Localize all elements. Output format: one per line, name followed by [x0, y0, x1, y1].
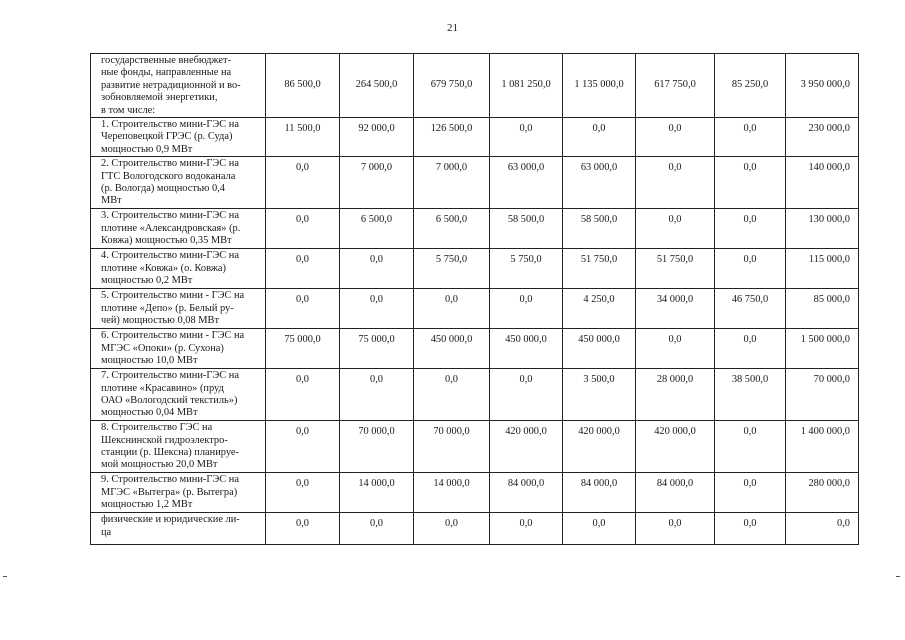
right-edge-mark	[896, 576, 900, 577]
value-cell: 420 000,0	[636, 421, 715, 473]
value-cell: 0,0	[636, 329, 715, 369]
row-label	[91, 249, 266, 289]
value-cell: 0,0	[266, 473, 340, 513]
value-cell: 0,0	[414, 513, 490, 545]
table-row	[91, 118, 859, 157]
row-label-line: мощностью 0,2 МВт	[101, 275, 193, 287]
value-cell: 58 500,0	[563, 209, 636, 249]
value-cell: 264 500,0	[340, 54, 414, 118]
value-cell: 46 750,0	[715, 289, 786, 329]
row-label-line: 1. Строительство мини-ГЭС на	[101, 119, 239, 131]
value-cell: 0,0	[266, 289, 340, 329]
value-cell: 0,0	[636, 513, 715, 545]
row-label-line: (р. Вологда) мощностью 0,4	[101, 183, 225, 195]
table-row	[91, 473, 859, 513]
value-cell: 617 750,0	[636, 54, 715, 118]
value-cell: 14 000,0	[340, 473, 414, 513]
value-cell: 7 000,0	[340, 157, 414, 209]
value-cell: 0,0	[490, 513, 563, 545]
value-cell: 4 250,0	[563, 289, 636, 329]
row-label	[91, 209, 266, 249]
value-cell: 70 000,0	[340, 421, 414, 473]
row-label-line: МГЭС «Вытегра» (р. Вытегра)	[101, 486, 238, 498]
row-total-cell: 0,0	[786, 513, 859, 545]
value-cell: 0,0	[636, 209, 715, 249]
table-row	[91, 249, 859, 289]
row-label	[91, 118, 266, 157]
row-label-line: государственные внебюджет-	[101, 55, 232, 66]
value-cell: 0,0	[340, 249, 414, 289]
row-label-line: мой мощностью 20,0 МВт	[101, 459, 218, 471]
row-label-line: мощностью 1,2 МВт	[101, 499, 193, 511]
value-cell: 420 000,0	[490, 421, 563, 473]
row-label	[91, 421, 266, 473]
value-cell: 92 000,0	[340, 118, 414, 157]
value-cell: 126 500,0	[414, 118, 490, 157]
row-label	[91, 329, 266, 369]
value-cell: 0,0	[636, 157, 715, 209]
row-label-line: мощностью 10,0 МВт	[101, 355, 198, 367]
row-label-line: 8. Строительство ГЭС на	[101, 422, 213, 434]
value-cell: 420 000,0	[563, 421, 636, 473]
value-cell: 28 000,0	[636, 369, 715, 421]
row-label-line: в том числе:	[101, 104, 156, 116]
value-cell: 0,0	[636, 118, 715, 157]
row-total-cell: 1 500 000,0	[786, 329, 859, 369]
value-cell: 38 500,0	[715, 369, 786, 421]
value-cell: 0,0	[563, 118, 636, 157]
row-label-line: ОАО «Вологодский текстиль»)	[101, 395, 238, 407]
value-cell: 0,0	[340, 369, 414, 421]
value-cell: 63 000,0	[490, 157, 563, 209]
value-cell: 84 000,0	[490, 473, 563, 513]
value-cell: 0,0	[715, 249, 786, 289]
table-row	[91, 421, 859, 473]
value-cell: 7 000,0	[414, 157, 490, 209]
page-number: 21	[447, 22, 458, 34]
value-cell: 0,0	[266, 369, 340, 421]
value-cell: 0,0	[715, 329, 786, 369]
row-total-cell: 3 950 000,0	[786, 54, 859, 118]
row-total-cell: 230 000,0	[786, 118, 859, 157]
row-label-line: Ковжа) мощностью 0,35 МВт	[101, 235, 232, 247]
value-cell: 450 000,0	[414, 329, 490, 369]
table-row	[91, 513, 859, 545]
left-edge-mark	[3, 576, 7, 577]
row-label-line: 2. Строительство мини-ГЭС на	[101, 158, 239, 170]
value-cell: 3 500,0	[563, 369, 636, 421]
row-label-line: развитие нетрадиционной и во-	[101, 79, 241, 91]
value-cell: 84 000,0	[563, 473, 636, 513]
value-cell: 0,0	[715, 421, 786, 473]
row-label	[91, 473, 266, 513]
value-cell: 75 000,0	[266, 329, 340, 369]
row-label-line: ные фонды, направленные на	[101, 67, 232, 79]
value-cell: 14 000,0	[414, 473, 490, 513]
value-cell: 0,0	[266, 157, 340, 209]
row-label-line: 5. Строительство мини - ГЭС на	[101, 290, 245, 302]
value-cell: 84 000,0	[636, 473, 715, 513]
row-label	[91, 513, 266, 545]
row-total-cell: 140 000,0	[786, 157, 859, 209]
row-label-line: мощностью 0,04 МВт	[101, 407, 198, 419]
value-cell: 85 250,0	[715, 54, 786, 118]
row-label-line: плотине «Депо» (р. Белый ру-	[101, 302, 234, 314]
row-label-line: 3. Строительство мини-ГЭС на	[101, 210, 239, 222]
value-cell: 0,0	[340, 513, 414, 545]
value-cell: 1 135 000,0	[563, 54, 636, 118]
table-row	[91, 209, 859, 249]
row-label-line: плотине «Ковжа» (о. Ковжа)	[101, 262, 226, 274]
row-total-cell: 1 400 000,0	[786, 421, 859, 473]
value-cell: 6 500,0	[414, 209, 490, 249]
value-cell: 0,0	[490, 369, 563, 421]
value-cell: 0,0	[414, 369, 490, 421]
table-row	[91, 54, 859, 118]
row-total-cell: 280 000,0	[786, 473, 859, 513]
value-cell: 679 750,0	[414, 54, 490, 118]
value-cell: 0,0	[715, 513, 786, 545]
row-total-cell: 115 000,0	[786, 249, 859, 289]
value-cell: 0,0	[266, 249, 340, 289]
value-cell: 63 000,0	[563, 157, 636, 209]
value-cell: 0,0	[340, 289, 414, 329]
row-label	[91, 54, 266, 118]
table-row	[91, 369, 859, 421]
value-cell: 0,0	[490, 118, 563, 157]
row-label-line: 7. Строительство мини-ГЭС на	[101, 370, 239, 382]
value-cell: 0,0	[715, 473, 786, 513]
row-label-line: ца	[101, 526, 112, 538]
value-cell: 11 500,0	[266, 118, 340, 157]
value-cell: 0,0	[715, 118, 786, 157]
value-cell: 34 000,0	[636, 289, 715, 329]
row-label-line: МВт	[101, 195, 122, 207]
value-cell: 51 750,0	[563, 249, 636, 289]
value-cell: 51 750,0	[636, 249, 715, 289]
row-label	[91, 157, 266, 209]
row-label-line: 6. Строительство мини - ГЭС на	[101, 330, 245, 342]
value-cell: 1 081 250,0	[490, 54, 563, 118]
value-cell: 0,0	[563, 513, 636, 545]
value-cell: 0,0	[715, 157, 786, 209]
row-label-line: мощностью 0,9 МВт	[101, 143, 193, 155]
table-row	[91, 329, 859, 369]
value-cell: 0,0	[490, 289, 563, 329]
row-label-line: Шекснинской гидроэлектро-	[101, 434, 228, 446]
table-body	[91, 54, 859, 545]
row-total-cell: 70 000,0	[786, 369, 859, 421]
value-cell: 6 500,0	[340, 209, 414, 249]
row-label-line: чей) мощностью 0,08 МВт	[101, 315, 219, 327]
value-cell: 86 500,0	[266, 54, 340, 118]
row-label-line: станции (р. Шексна) планируе-	[101, 447, 239, 459]
row-label-line: плотине «Красавино» (пруд	[101, 382, 224, 394]
value-cell: 0,0	[266, 209, 340, 249]
value-cell: 0,0	[266, 421, 340, 473]
value-cell: 0,0	[715, 209, 786, 249]
row-label-line: МГЭС «Опоки» (р. Сухона)	[101, 342, 224, 354]
value-cell: 58 500,0	[490, 209, 563, 249]
value-cell: 75 000,0	[340, 329, 414, 369]
value-cell: 70 000,0	[414, 421, 490, 473]
value-cell: 5 750,0	[490, 249, 563, 289]
funding-table	[90, 53, 859, 545]
value-cell: 5 750,0	[414, 249, 490, 289]
row-total-cell: 130 000,0	[786, 209, 859, 249]
row-label-line: Череповецкой ГРЭС (р. Суда)	[101, 131, 233, 143]
table-row	[91, 157, 859, 209]
row-label	[91, 289, 266, 329]
value-cell: 0,0	[414, 289, 490, 329]
row-label-line: плотине «Александровская» (р.	[101, 222, 241, 234]
row-label-line: 4. Строительство мини-ГЭС на	[101, 250, 239, 262]
table-row	[91, 289, 859, 329]
value-cell: 0,0	[266, 513, 340, 545]
row-total-cell: 85 000,0	[786, 289, 859, 329]
row-label-line: зобновляемой энергетики,	[101, 92, 218, 104]
value-cell: 450 000,0	[490, 329, 563, 369]
row-label	[91, 369, 266, 421]
row-label-line: 9. Строительство мини-ГЭС на	[101, 474, 239, 486]
row-label-line: физические и юридические ли-	[101, 514, 240, 526]
value-cell: 450 000,0	[563, 329, 636, 369]
row-label-line: ГТС Вологодского водоканала	[101, 170, 236, 182]
